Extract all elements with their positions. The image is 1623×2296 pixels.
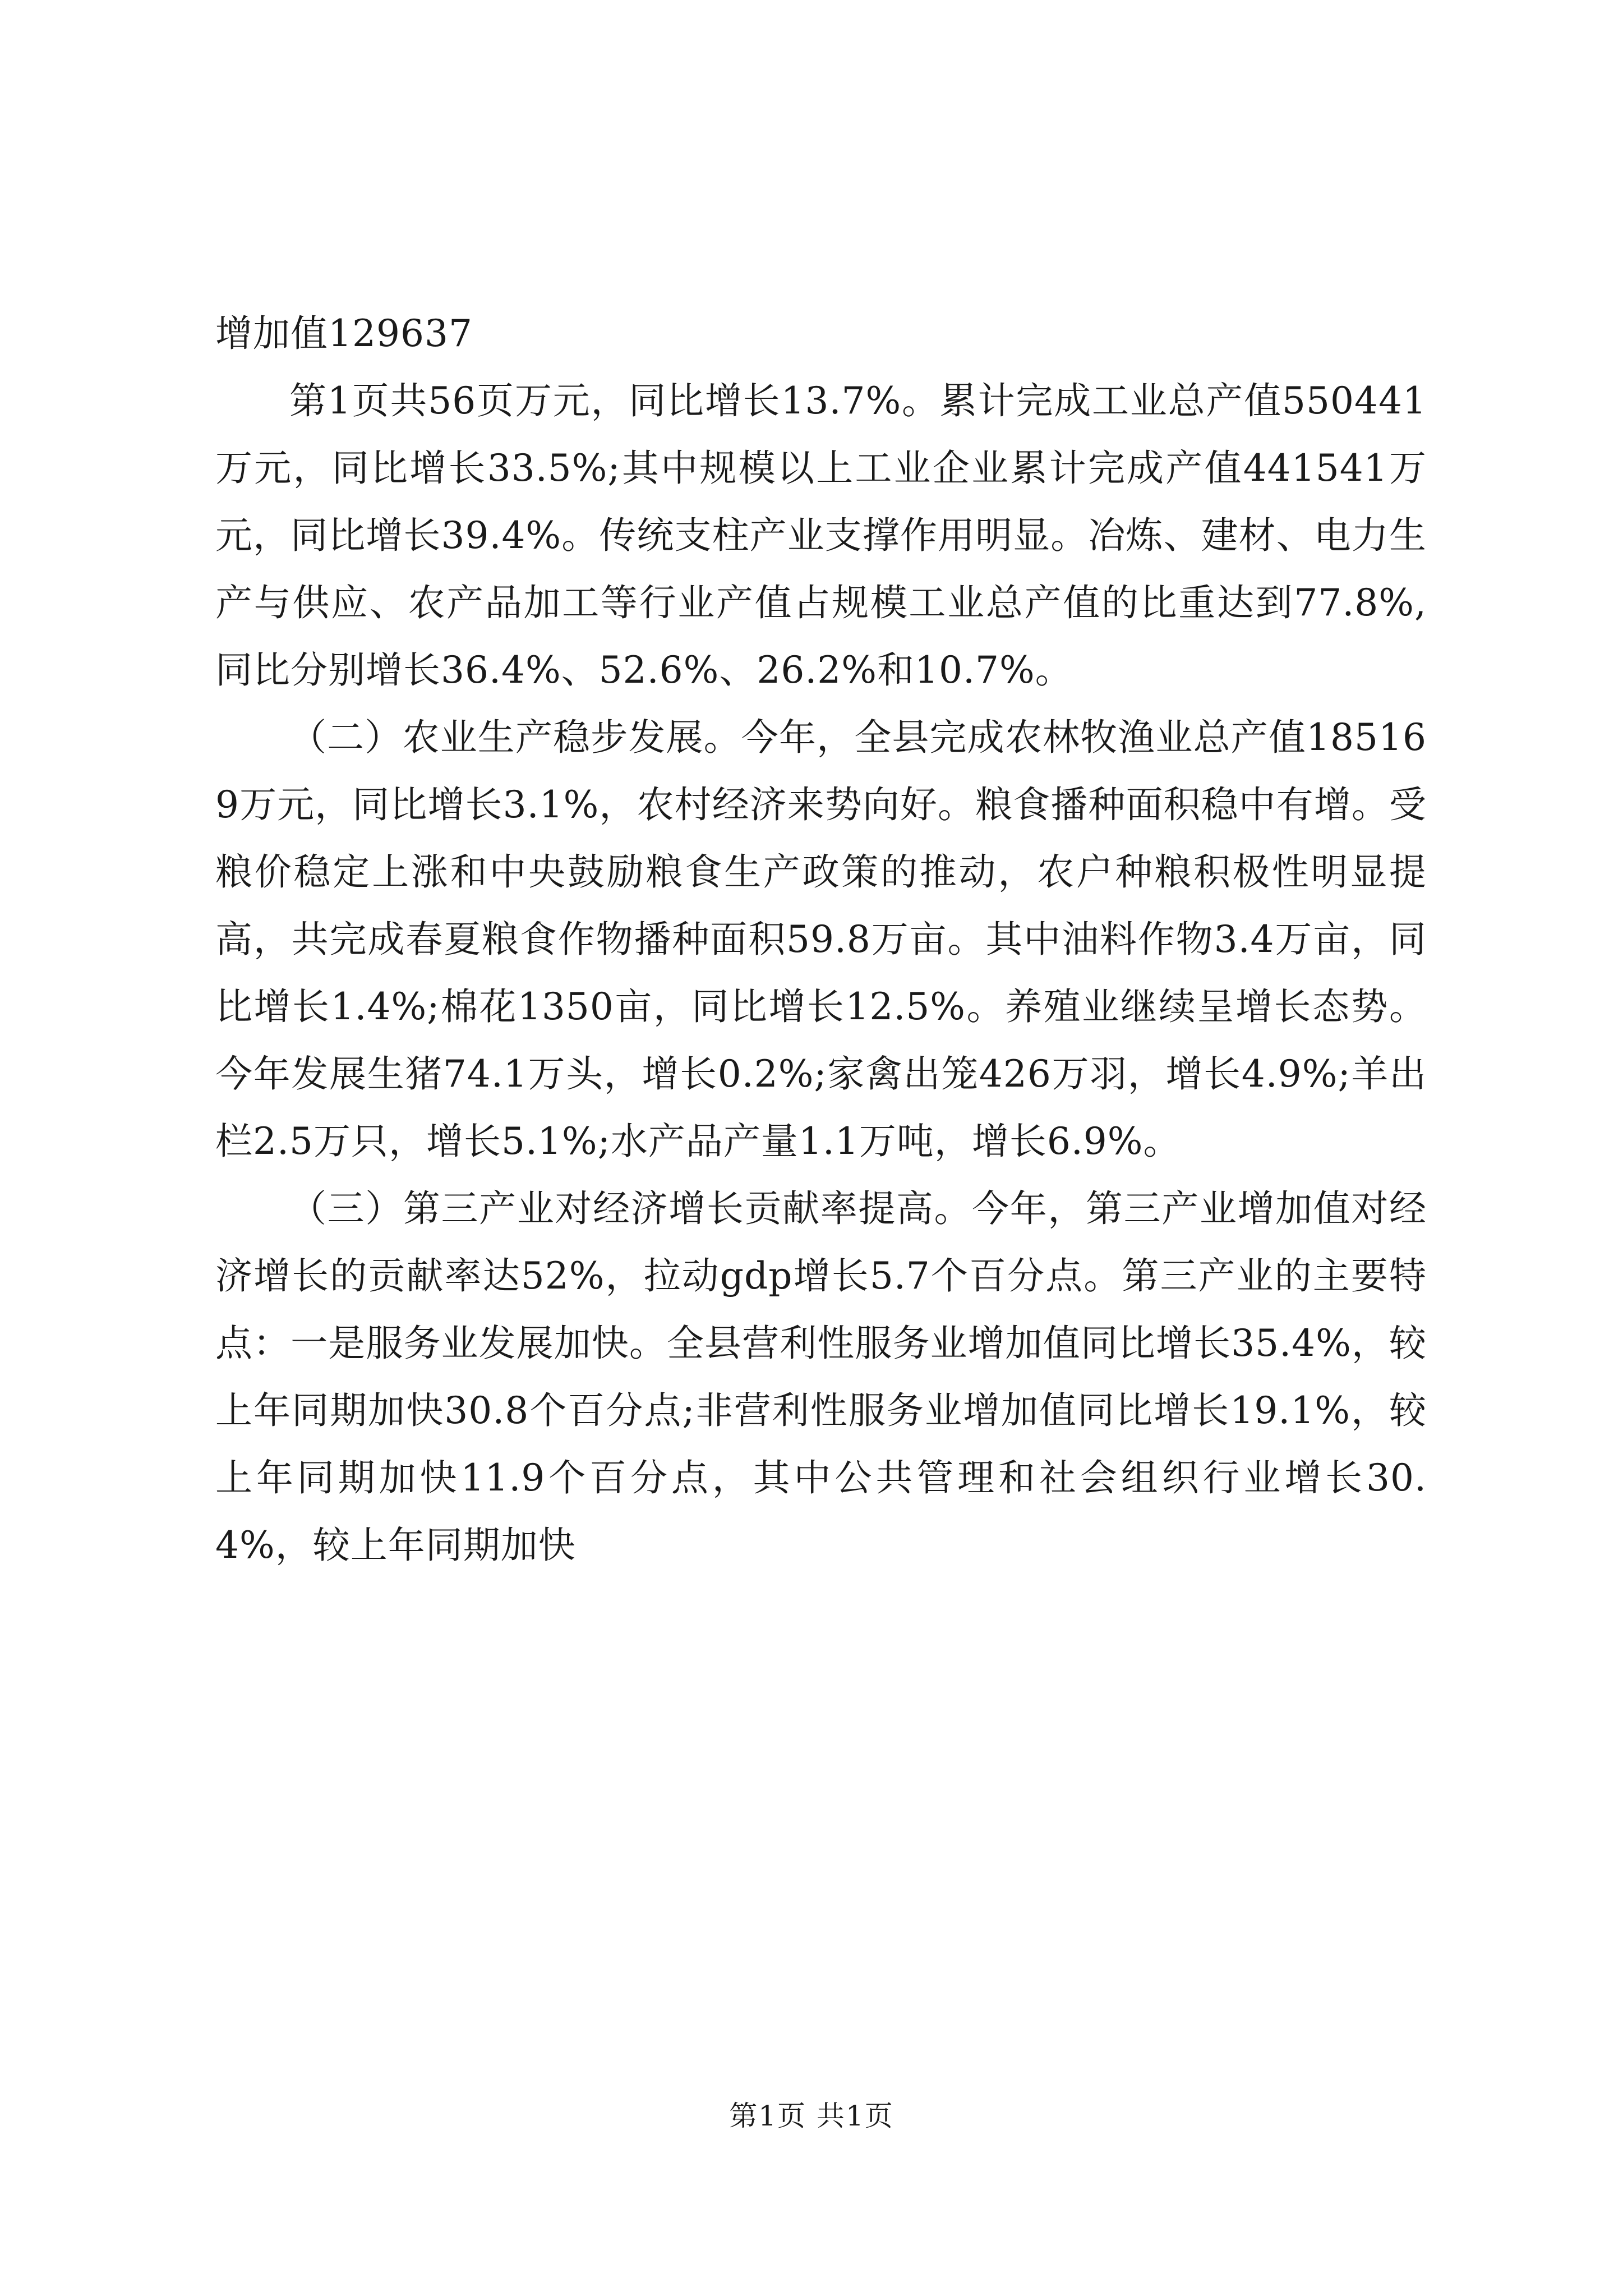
paragraph-agriculture: （二）农业生产稳步发展。今年，全县完成农林牧渔业总产值185169万元，同比增长3.1%，农村经济来势向好。粮食播种面积稳中有增。受粮价稳定上涨和中央鼓励粮食生产政策的推动，农户种粮积极性明显提高，共完成春夏粮食作物播种面积59.8万亩。其中油料作物3.4万亩，同比增长1.4%;棉花1350亩，同比增长12.5%。养殖业继续呈增长态势。今年发展生猪74.1万头，增长0.2%;家禽出笼426万羽，增长4.9%;羊出栏2.5万只，增长5.1%;水产品产量1.1万吨，增长6.9%。 (215, 716, 1427, 1163)
paragraph-continuation: 增加值129637 (215, 312, 473, 355)
page-footer: 第1页 共1页 (729, 2100, 894, 2132)
document-body (215, 300, 1427, 1579)
paragraph-industry: 第1页共56页万元，同比增长13.7%。累计完成工业总产值550441万元，同比增长33.5%;其中规模以上工业企业累计完成产值441541万元，同比增长39.4%。传统支柱产业支撑作用明显。冶炼、建材、电力生产与供应、农产品加工等行业产值占规模工业总产值的比重达到77.8%,同比分别增长36.4%、52.6%、26.2%和10.7%。 (215, 379, 1427, 692)
paragraph-tertiary-industry: （三）第三产业对经济增长贡献率提高。今年，第三产业增加值对经济增长的贡献率达52%，拉动gdp增长5.7个百分点。第三产业的主要特点：一是服务业发展加快。全县营利性服务业增加值同比增长35.4%，较上年同期加快30.8个百分点;非营利性服务业增加值同比增长19.1%，较上年同期加快11.9个百分点，其中公共管理和社会组织行业增长30.4%，较上年同期加快 (215, 1187, 1427, 1567)
